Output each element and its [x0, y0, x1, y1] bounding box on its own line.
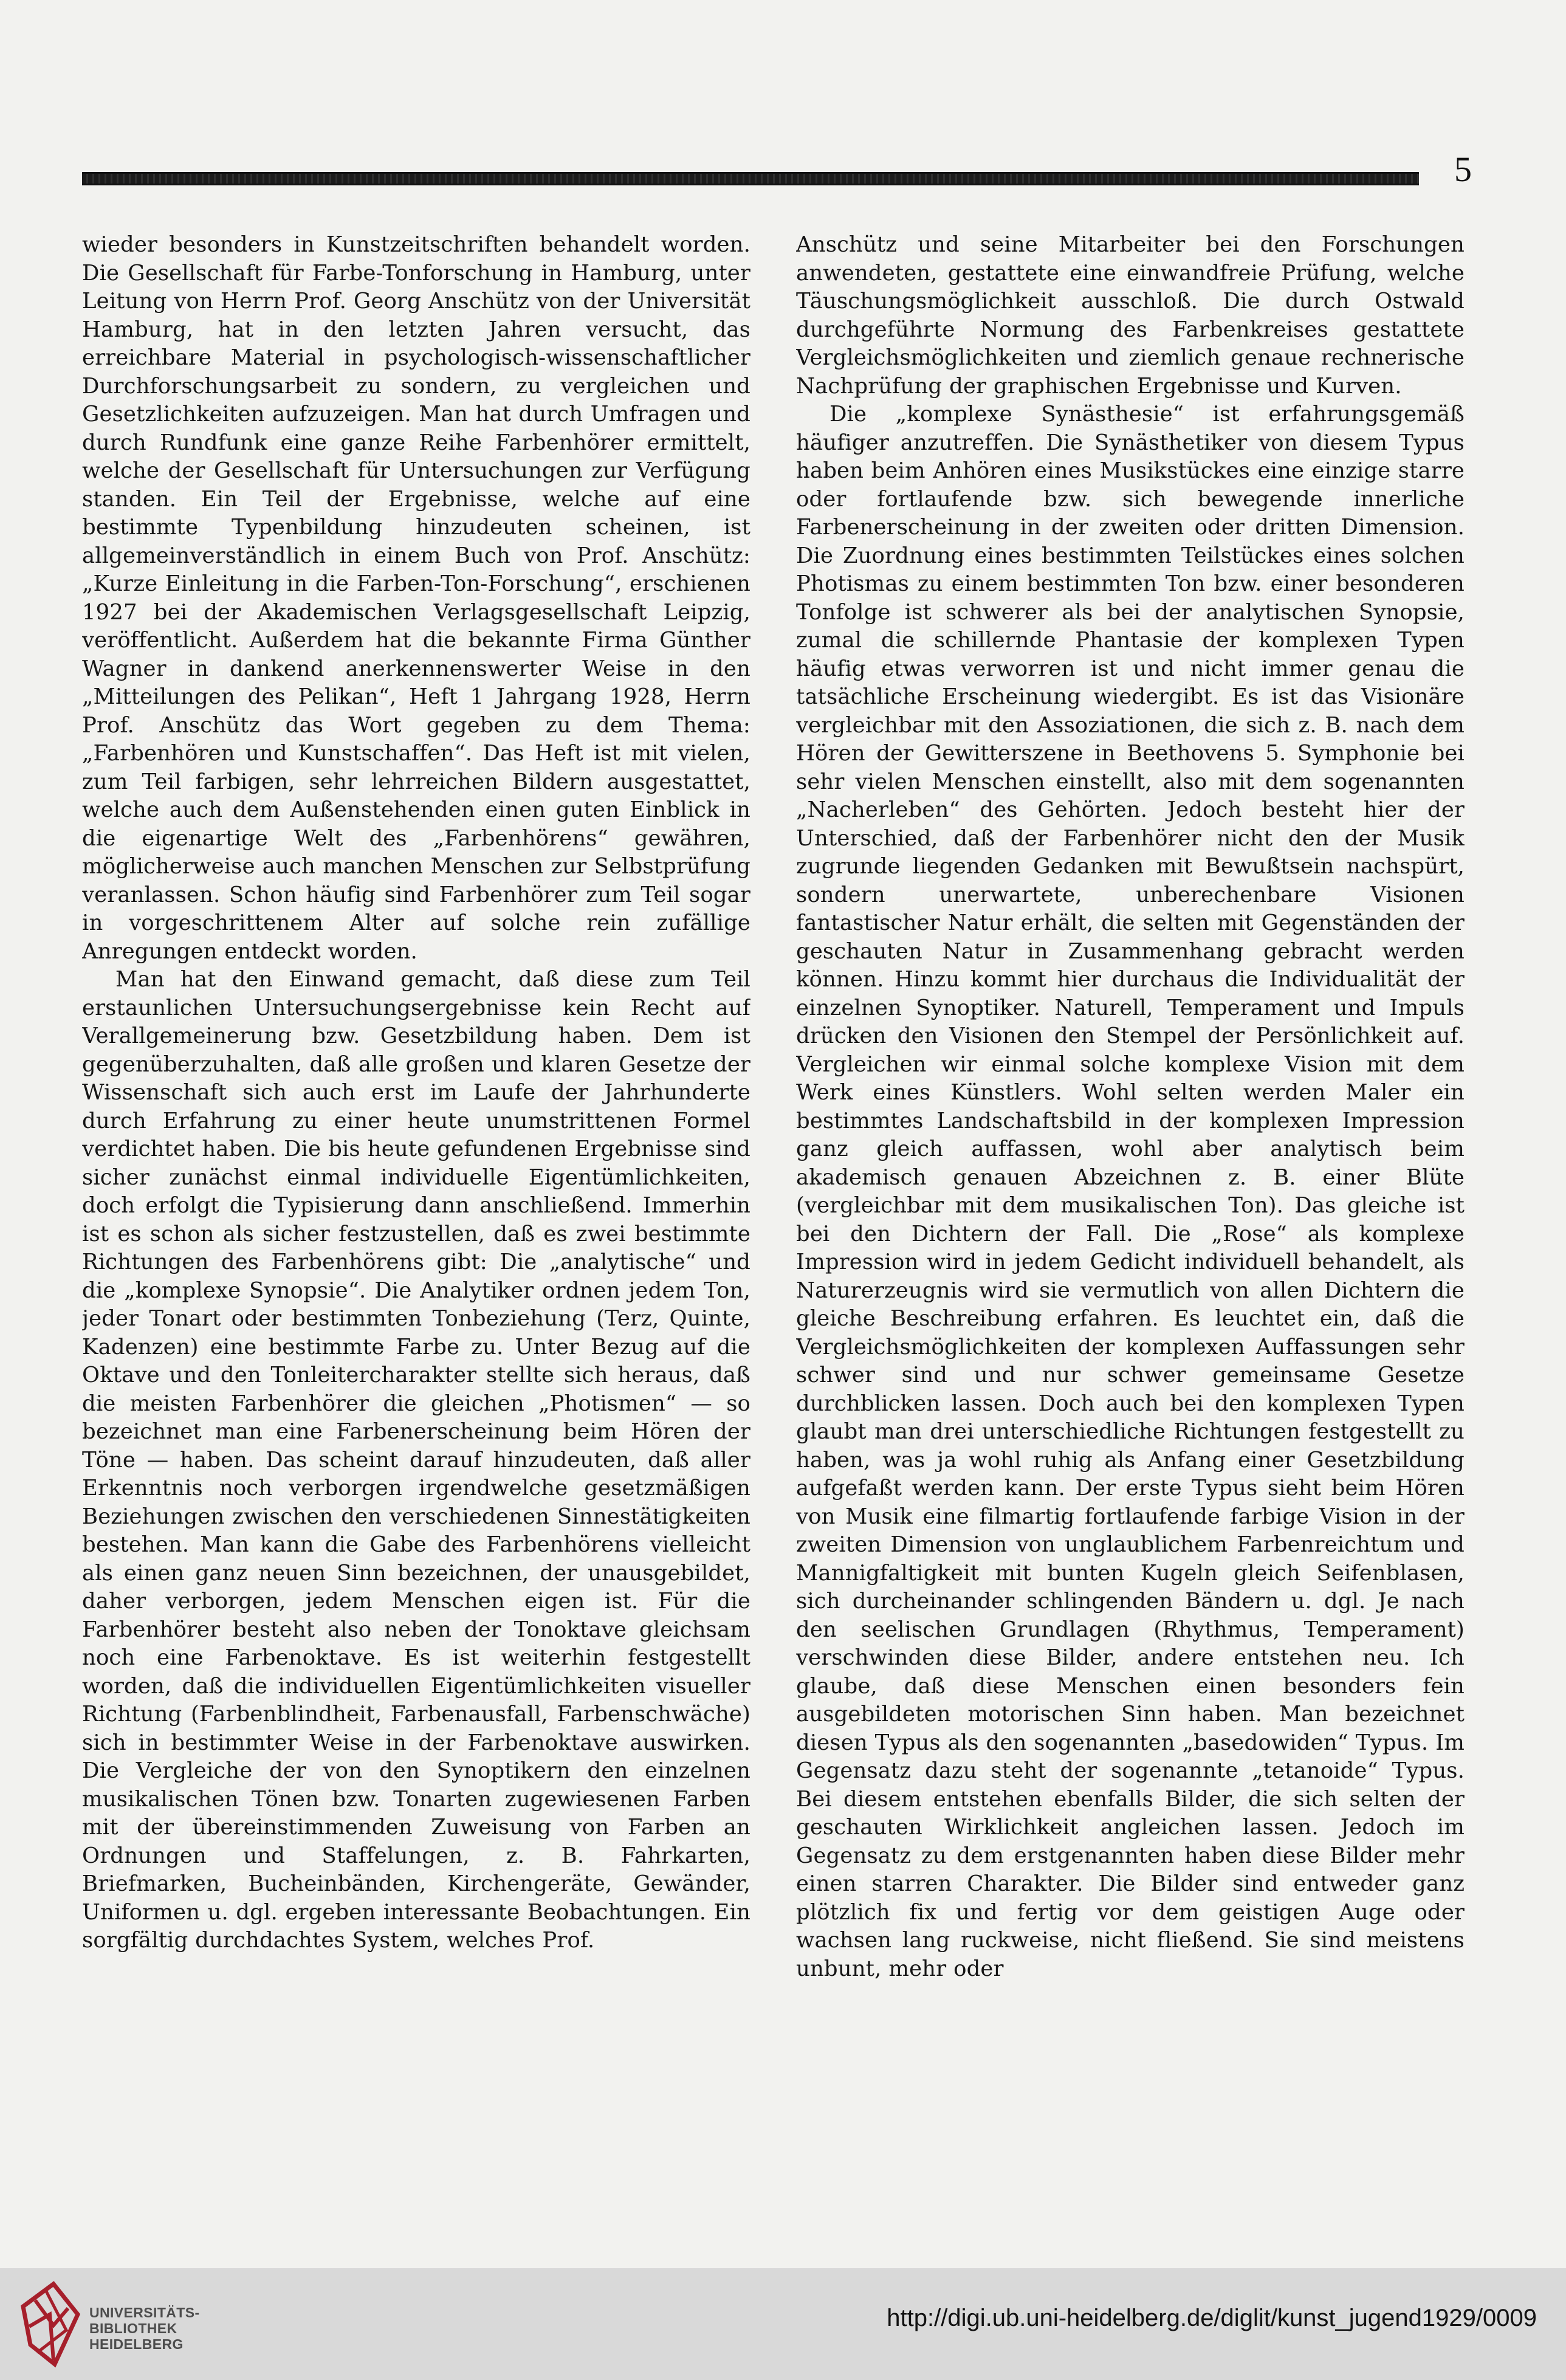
- left-paragraph-2: Man hat den Einwand gemacht, daß diese zum Teil erstaunlichen Untersuchungsergebnisse kein Recht auf Verallgemeinerung bzw. Gesetzbildung haben. Dem ist gegenüberzuhalten, daß alle großen und klaren Gesetze der Wissenschaft sich auch erst im Laufe der Jahrhunderte durch Erfahrung zu einer heute unumstrittenen Formel verdichtet haben. Die bis heute gefundenen Ergebnisse sind sicher zunächst einmal individuelle Eigentümlichkeiten, doch erfolgt die Typisierung dann anschließend. Immerhin ist es schon als sicher festzustellen, daß es zwei bestimmte Richtungen des Farbenhörens gibt: Die „analytische“ und die „komplexe Synopsie“. Die Analytiker ordnen jedem Ton, jeder Tonart oder bestimmten Tonbeziehung (Terz, Quinte, Kadenzen) eine bestimmte Farbe zu. Unter Bezug auf die Oktave und den Tonleitercharakter stellte sich heraus, daß die meisten Farbenhörer die gleichen „Photismen“ — so bezeichnet man eine Farbenerscheinung beim Hören der Töne — haben. Das scheint darauf hinzudeuten, daß aller Erkenntnis noch verborgen irgendwelche gesetzmäßigen Beziehungen zwischen den verschiedenen Sinnestätigkeiten bestehen. Man kann die Gabe des Farbenhörens vielleicht als einen ganz neuen Sinn bezeichnen, der unausgebildet, daher verborgen, jedem Menschen eigen ist. Für die Farbenhörer besteht also neben der Tonoktave gleichsam noch eine Farbenoktave. Es ist weiterhin festgestellt worden, daß die individuellen Eigentümlichkeiten visueller Richtung (Farbenblindheit, Farbenausfall, Farbenschwäche) sich in bestimmter Weise in der Farbenoktave auswirken. Die Vergleiche der von den Synoptikern den einzelnen musikalischen Tönen bzw. Tonarten zugewiesenen Farben mit der übereinstimmenden Zuweisung von Farben an Ordnungen und Staffelungen, z. B. Fahrkarten, Briefmarken, Bucheinbänden, Kirchengeräte, Gewänder, Uniformen u. dgl. ergeben interessante Beobachtungen. Ein sorgfältig durchdachtes System, welches Prof.: [82, 967, 750, 1953]
- right-paragraph-1: Anschütz und seine Mitarbeiter bei den Forschungen anwendeten, gestattete eine einwandfreie Prüfung, welche Täuschungsmöglichkeit ausschloß. Die durch Ostwald durchgeführte Normung des Farbenkreises gestattete Vergleichsmöglichkeiten und ziemlich genaue rechnerische Nachprüfung der graphischen Ergebnisse und Kurven.: [796, 232, 1465, 399]
- left-text-column: [82, 231, 750, 2127]
- university-library-logo-svg: [18, 2279, 86, 2370]
- university-library-logo-icon: [18, 2279, 86, 2370]
- left-paragraph-1: wieder besonders in Kunstzeitschriften behandelt worden. Die Gesellschaft für Farbe-Tonforschung in Hamburg, unter Leitung von Herrn Prof. Georg Anschütz von der Universität Hamburg, hat in den letzten Jahren versucht, das erreichbare Material in psychologisch-wissenschaftlicher Durchforschungsarbeit zu sondern, zu vergleichen und Gesetzlichkeiten aufzuzeigen. Man hat durch Umfragen und durch Rundfunk eine ganze Reihe Farbenhörer ermittelt, welche der Gesellschaft für Untersuchungen zur Verfügung standen. Ein Teil der Ergebnisse, welche auf eine bestimmte Typenbildung hinzudeuten scheinen, ist allgemeinverständlich in einem Buch von Prof. Anschütz: „Kurze Einleitung in die Farben-Ton-Forschung“, erschienen 1927 bei der Akademischen Verlagsgesellschaft Leipzig, veröffentlicht. Außerdem hat die bekannte Firma Günther Wagner in dankend anerkennenswerter Weise in den „Mitteilungen des Pelikan“, Heft 1 Jahrgang 1928, Herrn Prof. Anschütz das Wort gegeben zu dem Thema: „Farbenhören und Kunstschaffen“. Das Heft ist mit vielen, zum Teil farbigen, sehr lehrreichen Bildern ausgestattet, welche auch dem Außenstehenden einen guten Einblick in die eigenartige Welt des „Farbenhörens“ gewähren, möglicherweise auch manchen Menschen zur Selbstprüfung veranlassen. Schon häufig sind Farbenhörer zum Teil sogar in vorgeschrittenem Alter auf solche rein zufällige Anregungen entdeckt worden.: [82, 232, 750, 964]
- source-url[interactable]: http://digi.ub.uni-heidelberg.de/diglit/kunst_jugend1929/0009: [887, 2305, 1537, 2331]
- library-name: UNIVERSITÄTS- BIBLIOTHEK HEIDELBERG: [89, 2305, 200, 2352]
- right-paragraph-2: Die „komplexe Synästhesie“ ist erfahrungsgemäß häufiger anzutreffen. Die Synästhetiker von diesem Typus haben beim Anhören eines Musikstückes eine einzige starre oder fortlaufende bzw. sich bewegende innerliche Farbenerscheinung in der zweiten oder dritten Dimension. Die Zuordnung eines bestimmten Teilstückes eines solchen Photismas zu einem bestimmten Ton bzw. einer besonderen Tonfolge ist schwerer als bei der analytischen Synopsie, zumal die schillernde Phantasie der komplexen Typen häufig etwas verworren ist und nicht immer genau die tatsächliche Erscheinung wiedergibt. Es ist das Visionäre vergleichbar mit den Assoziationen, die sich z. B. nach dem Hören der Gewitterszene in Beethovens 5. Symphonie bei sehr vielen Menschen einstellt, also mit dem sogenannten „Nacherleben“ des Gehörten. Jedoch besteht hier der Unterschied, daß der Farbenhörer nicht den der Musik zugrunde liegenden Gedanken mit Bewußtsein nachspürt, sondern unerwartete, unberechenbare Visionen fantastischer Natur erhält, die selten mit Gegenständen der geschauten Natur in Zusammenhang gebracht werden können. Hinzu kommt hier durchaus die Individualität der einzelnen Synoptiker. Naturell, Temperament und Impuls drücken den Visionen den Stempel der Persönlichkeit auf. Vergleichen wir einmal solche komplexe Vision mit dem Werk eines Künstlers. Wohl selten werden Maler ein bestimmtes Landschaftsbild in der komplexen Impression ganz gleich auffassen, wohl aber analytisch beim akademisch genauen Abzeichnen z. B. einer Blüte (vergleichbar mit dem musikalischen Ton). Das gleiche ist bei den Dichtern der Fall. Die „Rose“ als komplexe Impression wird in jedem Gedicht individuell behandelt, als Naturerzeugnis wird sie vermutlich von allen Dichtern die gleiche Beschreibung erfahren. Es leuchtet ein, daß die Vergleichsmöglichkeiten der komplexen Auffassungen sehr schwer sind und nur schwer gemeinsame Gesetze durchblicken lassen. Doch auch bei den komplexen Typen glaubt man drei unterschiedliche Richtungen festgestellt zu haben, was ja wohl ruhig als Anfang einer Gesetzbildung aufgefaßt werden kann. Der erste Typus sieht beim Hören von Musik eine filmartig fortlaufende farbige Vision in der zweiten Dimension von unglaublichem Farbenreichtum und Mannigfaltigkeit mit bunten Kugeln gleich Seifenblasen, sich durcheinander schlingenden Bändern u. dgl. Je nach den seelischen Grundlagen (Rhythmus, Temperament) verschwinden diese Bilder, andere entstehen neu. Ich glaube, daß diese Menschen einen besonders fein ausgebildeten motorischen Sinn haben. Man bezeichnet diesen Typus als den sogenannten „basedowiden“ Typus. Im Gegensatz dazu steht der sogenannte „tetanoide“ Typus. Bei diesem entstehen ebenfalls Bilder, die sich selten der geschauten Wirklichkeit angleichen lassen. Jedoch im Gegensatz zu dem erstgenannten haben diese Bilder mehr einen starren Charakter. Die Bilder sind entweder ganz plötzlich fix und fertig vor dem geistigen Auge oder wachsen lang ruckweise, nicht fließend. Sie sind meistens unbunt, mehr oder: [796, 402, 1465, 1981]
- digital-library-footer: [0, 2268, 1566, 2380]
- right-text-column: [796, 231, 1465, 2127]
- page-number: 5: [1454, 150, 1472, 189]
- header-rule: [82, 172, 1419, 185]
